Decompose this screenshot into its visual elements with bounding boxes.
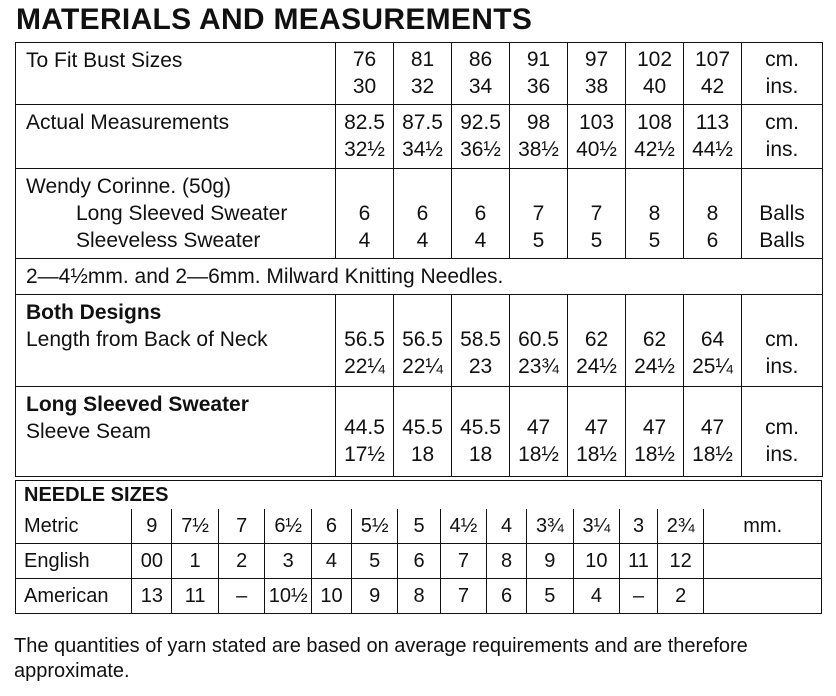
value-cell <box>568 105 626 169</box>
needle-value: 10 <box>573 544 620 579</box>
value-cell <box>394 43 452 105</box>
value-cell <box>568 169 626 259</box>
value-cell <box>684 295 742 387</box>
row-label: Actual Measurements <box>26 111 230 134</box>
needle-value: 00 <box>132 544 172 579</box>
value-cell <box>684 169 742 259</box>
balls-long: 6 <box>474 202 487 225</box>
row-both <box>16 295 823 387</box>
value-ins: 36½ <box>460 138 501 161</box>
value-cell <box>452 169 510 259</box>
value-cm: 58.5 <box>460 328 501 351</box>
row-bust <box>16 43 823 105</box>
needle-unit <box>704 544 822 579</box>
value-ins: 30 <box>352 75 377 98</box>
unit-cm: cm. <box>765 416 799 439</box>
value-cell <box>394 295 452 387</box>
value-cm: 47 <box>700 416 725 439</box>
balls-sleeveless: 6 <box>706 229 719 252</box>
row-label-cell <box>16 169 336 259</box>
value-cm: 102 <box>636 48 673 71</box>
needle-value: 6 <box>398 544 440 579</box>
needle-value: 7 <box>440 544 487 579</box>
value-cm: 98 <box>526 111 551 134</box>
needle-value: 7½ <box>172 509 219 544</box>
row-label-cell <box>16 43 336 105</box>
needle-value: 3¾ <box>527 509 574 544</box>
yarn-label: Wendy Corinne. (50g) <box>26 175 232 198</box>
value-cell <box>510 169 568 259</box>
value-cm: 91 <box>526 48 551 71</box>
value-cell <box>684 43 742 105</box>
unit-cm: cm. <box>765 328 799 351</box>
needle-value: 8 <box>487 544 527 579</box>
row-sleeve <box>16 387 823 477</box>
needle-value: 7 <box>440 579 487 614</box>
needle-sizes-table <box>15 480 822 614</box>
value-cell <box>568 387 626 477</box>
needle-value: 5½ <box>351 509 398 544</box>
value-cm: 108 <box>636 111 673 134</box>
value-ins: 34½ <box>402 138 443 161</box>
value-cm: 62 <box>584 328 609 351</box>
unit-ins: ins. <box>765 355 799 378</box>
row-label: Sleeve Seam <box>26 420 151 443</box>
needle-heading-row <box>16 481 822 510</box>
yarn-sub-long: Long Sleeved Sweater <box>76 202 288 225</box>
needle-sizes-heading: NEEDLE SIZES <box>16 481 822 510</box>
value-cm: 107 <box>694 48 731 71</box>
needle-unit: mm. <box>704 509 822 544</box>
value-cell <box>626 295 684 387</box>
value-cm: 97 <box>584 48 609 71</box>
value-ins: 24½ <box>634 355 675 378</box>
value-cell <box>626 169 684 259</box>
value-cm: 56.5 <box>402 328 443 351</box>
value-cell <box>452 387 510 477</box>
value-ins: 44½ <box>692 138 733 161</box>
unit-cell <box>742 295 823 387</box>
needle-value: 9 <box>132 509 172 544</box>
needle-value: 4 <box>312 544 352 579</box>
value-cm: 92.5 <box>460 111 501 134</box>
value-ins: 40 <box>642 75 667 98</box>
needle-value: 10 <box>312 579 352 614</box>
value-cm: 87.5 <box>402 111 443 134</box>
needle-value: 10½ <box>265 579 312 614</box>
needle-value: 6½ <box>265 509 312 544</box>
value-cm: 82.5 <box>344 111 385 134</box>
unit-cell <box>742 387 823 477</box>
value-ins: 42½ <box>634 138 675 161</box>
value-cell <box>336 295 394 387</box>
value-cell <box>510 387 568 477</box>
yarn-sub-sleeveless: Sleeveless Sweater <box>76 229 261 252</box>
needle-value: 6 <box>312 509 352 544</box>
value-cell <box>394 105 452 169</box>
value-cell <box>452 43 510 105</box>
needle-value: 11 <box>620 544 658 579</box>
row-label-cell <box>16 105 336 169</box>
needle-value: 3 <box>265 544 312 579</box>
needle-value: 1 <box>172 544 219 579</box>
needle-row-metric <box>16 509 822 544</box>
value-ins: 24½ <box>576 355 617 378</box>
value-cm: 81 <box>410 48 435 71</box>
needle-value: 7 <box>218 509 265 544</box>
balls-long: 6 <box>358 202 371 225</box>
value-ins: 18½ <box>692 443 733 466</box>
row-heading: Long Sleeved Sweater <box>26 393 249 416</box>
needle-value: – <box>620 579 658 614</box>
row-label-cell <box>16 295 336 387</box>
value-ins: 25¼ <box>692 355 733 378</box>
value-cm: 47 <box>526 416 551 439</box>
value-cm: 45.5 <box>402 416 443 439</box>
unit-balls: Balls <box>759 229 805 252</box>
unit-ins: ins. <box>765 138 799 161</box>
value-ins: 18½ <box>576 443 617 466</box>
unit-cm: cm. <box>765 111 799 134</box>
value-ins: 18 <box>410 443 435 466</box>
balls-long: 7 <box>590 202 603 225</box>
needle-row-label: Metric <box>16 509 132 544</box>
row-label: Length from Back of Neck <box>26 328 268 351</box>
value-cm: 47 <box>584 416 609 439</box>
value-cell <box>336 43 394 105</box>
balls-sleeveless: 5 <box>648 229 661 252</box>
row-label: To Fit Bust Sizes <box>26 49 183 72</box>
page-title: MATERIALS AND MEASUREMENTS <box>16 3 533 36</box>
needle-value: 5 <box>527 579 574 614</box>
balls-sleeveless: 4 <box>416 229 429 252</box>
value-cm: 113 <box>695 111 730 134</box>
value-ins: 32½ <box>344 138 385 161</box>
unit-cell <box>742 105 823 169</box>
value-cell <box>394 169 452 259</box>
value-ins: 42 <box>700 75 725 98</box>
needle-value: 5 <box>398 509 440 544</box>
value-cm: 103 <box>578 111 615 134</box>
value-ins: 17½ <box>344 443 385 466</box>
value-cm: 56.5 <box>344 328 385 351</box>
value-ins: 38½ <box>518 138 559 161</box>
value-cm: 45.5 <box>460 416 501 439</box>
balls-sleeveless: 4 <box>474 229 487 252</box>
value-cell <box>684 387 742 477</box>
unit-ins: ins. <box>765 443 799 466</box>
value-cell <box>568 295 626 387</box>
row-needles <box>16 259 823 295</box>
value-ins: 34 <box>468 75 493 98</box>
value-cell <box>336 105 394 169</box>
value-cell <box>336 169 394 259</box>
value-cell <box>626 387 684 477</box>
needle-value: 3¼ <box>573 509 620 544</box>
value-ins: 22¼ <box>402 355 443 378</box>
row-yarn <box>16 169 823 259</box>
balls-sleeveless: 4 <box>358 229 371 252</box>
needle-row-american <box>16 579 822 614</box>
needle-value: 4 <box>573 579 620 614</box>
needle-value: 4½ <box>440 509 487 544</box>
unit-cell <box>742 169 823 259</box>
value-cell <box>510 295 568 387</box>
balls-long: 8 <box>706 202 719 225</box>
balls-long: 6 <box>416 202 429 225</box>
row-heading: Both Designs <box>26 301 162 324</box>
needle-value: 8 <box>398 579 440 614</box>
needle-row-english <box>16 544 822 579</box>
needle-value: 6 <box>487 579 527 614</box>
needle-value: 2¾ <box>657 509 704 544</box>
value-cm: 47 <box>642 416 667 439</box>
measurements-table <box>15 42 823 477</box>
needle-value: 9 <box>351 579 398 614</box>
row-actual <box>16 105 823 169</box>
value-ins: 23¾ <box>518 355 559 378</box>
value-ins: 18½ <box>634 443 675 466</box>
needle-value: 9 <box>527 544 574 579</box>
needle-value: 5 <box>351 544 398 579</box>
value-ins: 32 <box>410 75 435 98</box>
value-cm: 44.5 <box>344 416 385 439</box>
needle-value: 12 <box>657 544 704 579</box>
value-ins: 40½ <box>576 138 617 161</box>
needle-value: 2 <box>218 544 265 579</box>
value-ins: 23 <box>468 355 493 378</box>
needle-value: – <box>218 579 265 614</box>
unit-balls: Balls <box>759 202 805 225</box>
unit-cell <box>742 43 823 105</box>
unit-ins: ins. <box>765 75 799 98</box>
needle-row-label: English <box>16 544 132 579</box>
value-cell <box>684 105 742 169</box>
needle-value: 4 <box>487 509 527 544</box>
value-cm: 60.5 <box>518 328 559 351</box>
needle-value: 3 <box>620 509 658 544</box>
value-cell <box>626 105 684 169</box>
needle-value: 13 <box>132 579 172 614</box>
value-cm: 76 <box>352 48 377 71</box>
value-cell <box>452 295 510 387</box>
value-ins: 36 <box>526 75 551 98</box>
value-cell <box>336 387 394 477</box>
unit-cm: cm. <box>765 48 799 71</box>
value-cell <box>394 387 452 477</box>
value-cell <box>568 43 626 105</box>
balls-sleeveless: 5 <box>532 229 545 252</box>
value-ins: 22¼ <box>344 355 385 378</box>
value-cell <box>452 105 510 169</box>
needle-value: 11 <box>172 579 219 614</box>
value-ins: 18 <box>468 443 493 466</box>
balls-long: 8 <box>648 202 661 225</box>
balls-long: 7 <box>532 202 545 225</box>
needle-row-label: American <box>16 579 132 614</box>
value-cm: 64 <box>700 328 725 351</box>
needle-value: 2 <box>657 579 704 614</box>
value-ins: 38 <box>584 75 609 98</box>
knitting-needles-text: 2—4½mm. and 2—6mm. Milward Knitting Needles. <box>16 259 823 295</box>
value-cell <box>626 43 684 105</box>
value-cm: 62 <box>642 328 667 351</box>
yarn-note: The quantities of yarn stated are based on average requirements and are therefore approximate. <box>14 635 748 682</box>
row-label-cell <box>16 387 336 477</box>
value-ins: 18½ <box>518 443 559 466</box>
value-cell <box>510 105 568 169</box>
value-cell <box>510 43 568 105</box>
needle-unit <box>704 579 822 614</box>
value-cm: 86 <box>468 48 493 71</box>
balls-sleeveless: 5 <box>590 229 603 252</box>
